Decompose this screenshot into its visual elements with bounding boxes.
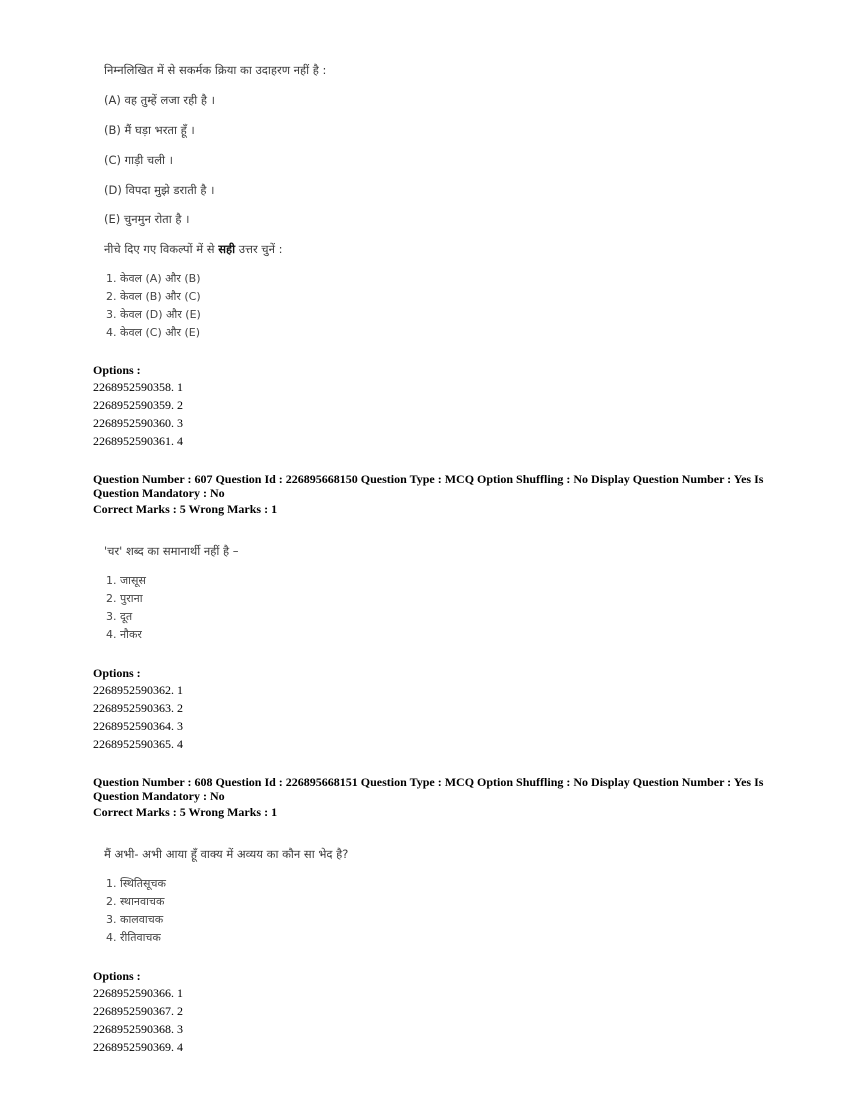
option-id: 2268952590365. 4 (93, 737, 183, 751)
choice-1: 1. स्थितिसूचक (106, 877, 166, 890)
instruction-post: उत्तर चुनें : (235, 242, 283, 256)
choice-4: 4. नौकर (106, 628, 142, 641)
question-607-marks: Correct Marks : 5 Wrong Marks : 1 (93, 502, 278, 516)
choice-1: 1. केवल (A) और (B) (106, 272, 201, 285)
option-id: 2268952590364. 3 (93, 719, 183, 733)
choice-2: 2. पुराना (106, 592, 143, 605)
option-id: 2268952590358. 1 (93, 380, 183, 394)
option-id: 2268952590366. 1 (93, 986, 183, 1000)
question-606-instruction (104, 242, 283, 256)
choice-1: 1. जासूस (106, 574, 146, 587)
options-label: Options : (93, 969, 141, 983)
question-608-meta: Question Number : 608 Question Id : 226895668151 Question Type : MCQ Option Shuffling : No Display Question Number : Yes Is (93, 775, 764, 789)
option-id: 2268952590363. 2 (93, 701, 183, 715)
question-607-meta: Question Number : 607 Question Id : 226895668150 Question Type : MCQ Option Shuffling : No Display Question Number : Yes Is (93, 472, 764, 486)
choice-3: 3. कालवाचक (106, 913, 164, 926)
option-id: 2268952590369. 4 (93, 1040, 183, 1054)
choice-4: 4. रीतिवाचक (106, 931, 161, 944)
choice-2: 2. केवल (B) और (C) (106, 290, 201, 303)
statement-b: (B) मैं घड़ा भरता हूँ । (104, 123, 195, 137)
choice-3: 3. केवल (D) और (E) (106, 308, 201, 321)
question-608-stem: मैं अभी- अभी आया हूँ वाक्य में अव्यय का कौन सा भेद है? (104, 847, 349, 861)
statement-c: (C) गाड़ी चली । (104, 153, 173, 167)
choice-2: 2. स्थानवाचक (106, 895, 165, 908)
question-608-marks: Correct Marks : 5 Wrong Marks : 1 (93, 805, 278, 819)
question-608-meta-cont: Question Mandatory : No (93, 789, 225, 803)
question-607-stem: 'चर' शब्द का समानार्थी नहीं है – (104, 544, 239, 558)
statement-a: (A) वह तुम्हें लजा रही है । (104, 93, 215, 107)
choice-3: 3. दूत (106, 610, 133, 623)
statement-d: (D) विपदा मुझे डराती है । (104, 183, 215, 197)
option-id: 2268952590367. 2 (93, 1004, 183, 1018)
question-606-stem: निम्नलिखित में से सकर्मक क्रिया का उदाहरण नहीं है : (104, 63, 327, 77)
options-label: Options : (93, 363, 141, 377)
options-label: Options : (93, 666, 141, 680)
choice-4: 4. केवल (C) और (E) (106, 326, 201, 339)
option-id: 2268952590359. 2 (93, 398, 183, 412)
option-id: 2268952590368. 3 (93, 1022, 183, 1036)
option-id: 2268952590362. 1 (93, 683, 183, 697)
question-607-meta-cont: Question Mandatory : No (93, 486, 225, 500)
instruction-bold: सही (218, 242, 236, 256)
option-id: 2268952590361. 4 (93, 434, 183, 448)
option-id: 2268952590360. 3 (93, 416, 183, 430)
instruction-pre: नीचे दिए गए विकल्पों में से (104, 242, 219, 256)
statement-e: (E) चुनमुन रोता है । (104, 212, 190, 226)
